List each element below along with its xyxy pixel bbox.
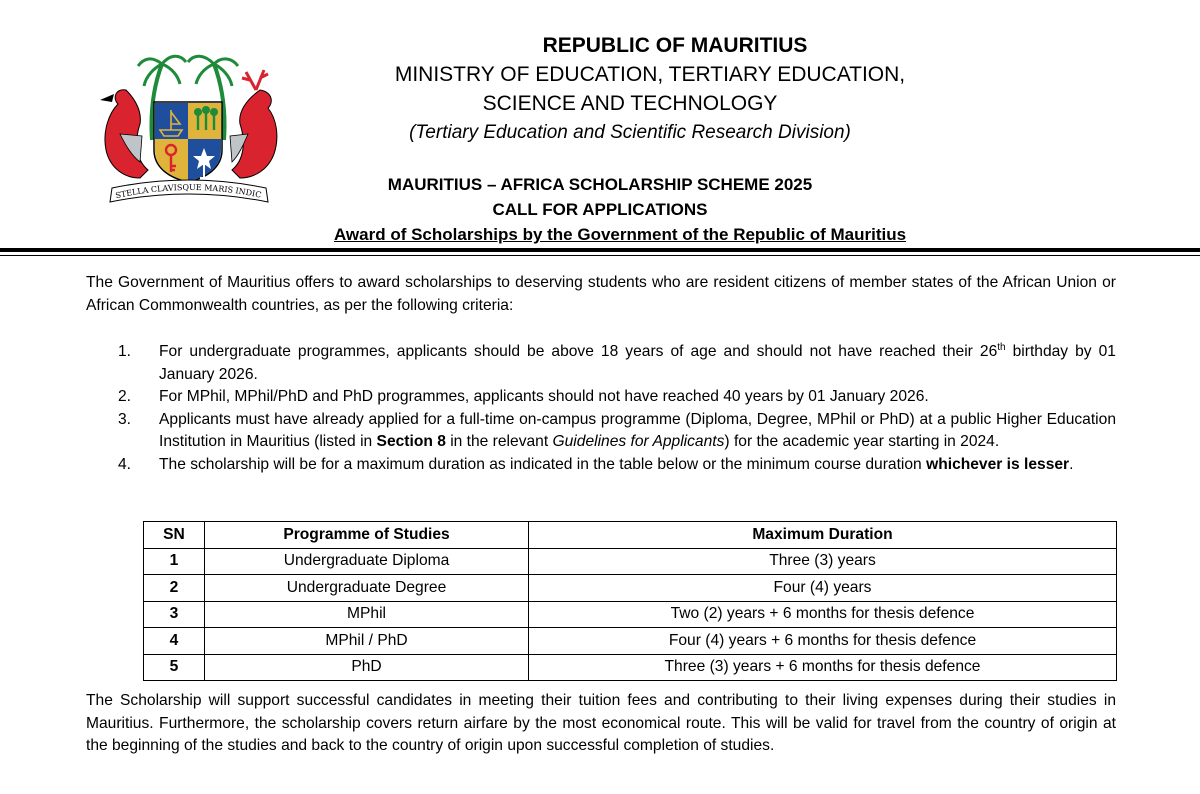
cell-programme: Undergraduate Degree — [205, 575, 529, 602]
cell-sn: 1 — [144, 548, 205, 575]
table-row — [144, 628, 1117, 655]
table-row — [144, 601, 1117, 628]
ordinal-suffix: th — [997, 341, 1006, 353]
cell-duration: Two (2) years + 6 months for thesis defence — [529, 601, 1117, 628]
dodo-supporter-icon — [100, 90, 148, 178]
cell-sn: 5 — [144, 654, 205, 681]
column-header-programme: Programme of Studies — [205, 522, 529, 549]
cell-sn: 2 — [144, 575, 205, 602]
criteria-text: . — [1069, 455, 1074, 473]
award-subtitle: Award of Scholarships by the Government of the Republic of Mauritius — [333, 225, 907, 244]
criteria-text: ) for the academic year starting in 2024. — [724, 433, 1000, 450]
guidelines-reference: Guidelines for Applicants — [552, 433, 725, 450]
scheme-title: MAURITIUS – AFRICA SCHOLARSHIP SCHEME 2025 — [387, 175, 813, 194]
table-header-row — [144, 522, 1117, 549]
criteria-item — [118, 454, 1116, 477]
criteria-item — [118, 386, 1116, 409]
criteria-number: 1. — [118, 343, 132, 360]
column-header-sn: SN — [144, 522, 205, 549]
cell-duration: Three (3) years — [529, 548, 1117, 575]
criteria-number: 2. — [118, 388, 132, 405]
ministry-heading-line1: MINISTRY OF EDUCATION, TERTIARY EDUCATION, — [394, 63, 906, 86]
criteria-text: birthday by 01 January 2026. — [159, 343, 1116, 383]
cell-duration: Four (4) years + 6 months for thesis defence — [529, 628, 1117, 655]
column-header-duration: Maximum Duration — [529, 522, 1117, 549]
deer-supporter-icon — [230, 70, 277, 178]
ministry-heading-line2: SCIENCE AND TECHNOLOGY — [482, 92, 778, 115]
call-for-applications-title: CALL FOR APPLICATIONS — [492, 200, 708, 219]
criteria-item — [118, 409, 1116, 454]
header-divider-thin — [0, 255, 1200, 256]
criteria-number: 4. — [118, 455, 132, 473]
criteria-text: Applicants must have already applied for a full-time on-campus programme (Diploma, Degree, MPhil or PhD) at a public Higher Education Institution in Mauritius (listed in — [159, 410, 1116, 450]
republic-heading: REPUBLIC OF MAURITIUS — [542, 34, 808, 57]
support-paragraph: The Scholarship will support successful candidates in meeting their tuition fees and contributing to their living expenses during their studies in Mauritius. Furthermore, the scholarship covers return airfare by the most economical route. This will be valid for travel from the country of origin at the beginning of the studies and back to the country of origin upon successful completion of studies. — [86, 692, 1116, 754]
heraldic-shield-icon — [154, 102, 222, 182]
table-row — [144, 575, 1117, 602]
cell-sn: 4 — [144, 628, 205, 655]
emphasis-text: whichever is lesser — [926, 455, 1070, 473]
table-row — [144, 654, 1117, 681]
criteria-text: in the relevant — [445, 433, 553, 450]
cell-duration: Four (4) years — [529, 575, 1117, 602]
duration-table — [143, 521, 1117, 681]
header-divider-thick — [0, 248, 1200, 252]
intro-paragraph: The Government of Mauritius offers to award scholarships to deserving students who are resident citizens of member states of the African Union or African Commonwealth countries, as per the following criteria: — [86, 274, 1116, 314]
criteria-list — [118, 341, 1116, 476]
cell-programme: MPhil / PhD — [205, 628, 529, 655]
criteria-text: For undergraduate programmes, applicants should be above 18 years of age and should not have reached their 26 — [159, 343, 998, 360]
criteria-item — [118, 341, 1116, 386]
motto-text: STELLA CLAVISQUE MARIS INDIC — [114, 182, 263, 201]
cell-duration: Three (3) years + 6 months for thesis defence — [529, 654, 1117, 681]
cell-programme: Undergraduate Diploma — [205, 548, 529, 575]
cell-sn: 3 — [144, 601, 205, 628]
criteria-text: For MPhil, MPhil/PhD and PhD programmes, applicants should not have reached 40 years by 01 January 2026. — [159, 388, 929, 405]
section-reference: Section 8 — [376, 433, 446, 450]
criteria-text: The scholarship will be for a maximum duration as indicated in the table below or the minimum course duration — [159, 455, 927, 473]
cell-programme: PhD — [205, 654, 529, 681]
division-heading: (Tertiary Education and Scientific Research Division) — [409, 122, 851, 143]
cell-programme: MPhil — [205, 601, 529, 628]
criteria-number: 3. — [118, 410, 132, 428]
table-row — [144, 548, 1117, 575]
